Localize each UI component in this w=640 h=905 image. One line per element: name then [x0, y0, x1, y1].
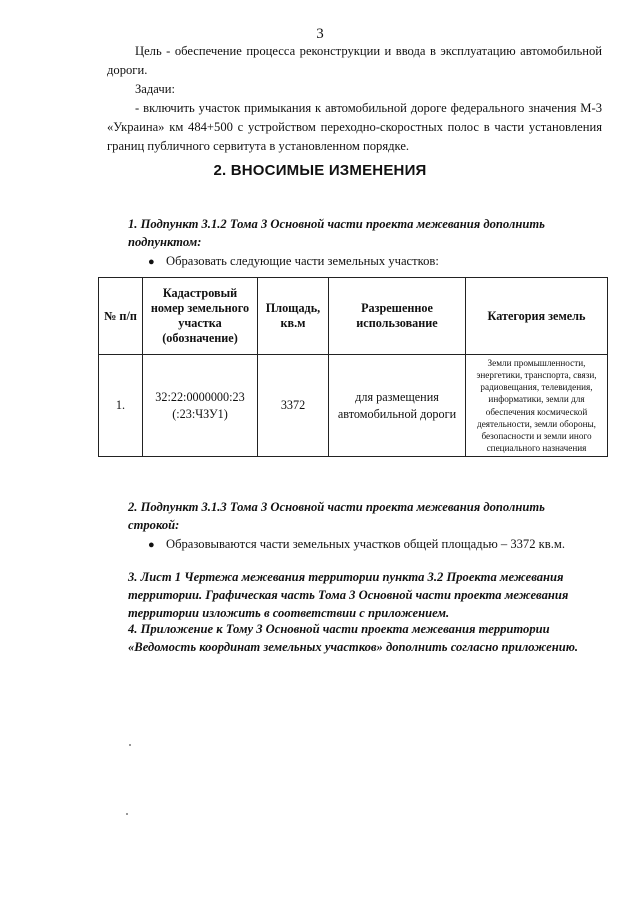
parcels-table [98, 277, 608, 457]
page-number: 3 [316, 26, 324, 42]
section-heading: 2. ВНОСИМЫЕ ИЗМЕНЕНИЯ [213, 162, 427, 179]
scan-speck [126, 813, 128, 815]
header-cadastral: Кадастровый номер земельного участка (обозначение) [143, 278, 258, 355]
scan-speck [129, 744, 131, 746]
goal-paragraph: Цель - обеспечение процесса реконструкции и ввода в эксплуатацию автомобильной дороги. [107, 44, 602, 77]
header-num: № п/п [99, 278, 143, 355]
cell-area: 3372 [258, 355, 329, 457]
header-use: Разрешенное использование [329, 278, 466, 355]
cell-use: для размещения автомобильной дороги [329, 355, 466, 457]
tasks-label: Задачи: [135, 82, 175, 96]
item-2-bullet [148, 535, 565, 554]
item-4-paragraph: 4. Приложение к Тому 3 Основной части проекта межевания территории «Ведомость координат земельных участков» дополнить согласно приложению. [128, 622, 579, 654]
item-3-paragraph: 3. Лист 1 Чертежа межевания территории пункта 3.2 Проекта межевания территории. Графическая часть Тома 3 Основной части проекта межевания территории изложить в соответствии с приложением. [128, 570, 569, 620]
table-row [99, 355, 608, 457]
bullet-icon: ● [148, 256, 155, 268]
item-2-bullet-text: Образовываются части земельных участков общей площадью – 3372 кв.м. [166, 537, 565, 551]
item-1-bullet-text: Образовать следующие части земельных участков: [166, 254, 439, 268]
header-area: Площадь, кв.м [258, 278, 329, 355]
item-2-title: 2. Подпункт 3.1.3 Тома 3 Основной части проекта межевания дополнить строкой: [128, 500, 545, 532]
item-1-bullet [148, 252, 439, 271]
bullet-icon: ● [148, 539, 155, 551]
cell-category: Земли промышленности, энергетики, транспорта, связи, радиовещания, телевидения, информатики, земли для обеспечения космической деятельности, земли обороны, безопасности и земли иного специального назначения [466, 355, 608, 457]
item-1-title: 1. Подпункт 3.1.2 Тома 3 Основной части проекта межевания дополнить подпунктом: [128, 217, 545, 249]
task-1-paragraph: - включить участок примыкания к автомобильной дороге федерального значения М-3 «Украина» км 484+500 с устройством переходно-скоростных полос в части установления границ публичного сервитута в установленном порядке. [107, 101, 602, 153]
table-header-row [99, 278, 608, 355]
cell-cadastral: 32:22:0000000:23 (:23:ЧЗУ1) [143, 355, 258, 457]
header-category: Категория земель [466, 278, 608, 355]
cell-num: 1. [99, 355, 143, 457]
